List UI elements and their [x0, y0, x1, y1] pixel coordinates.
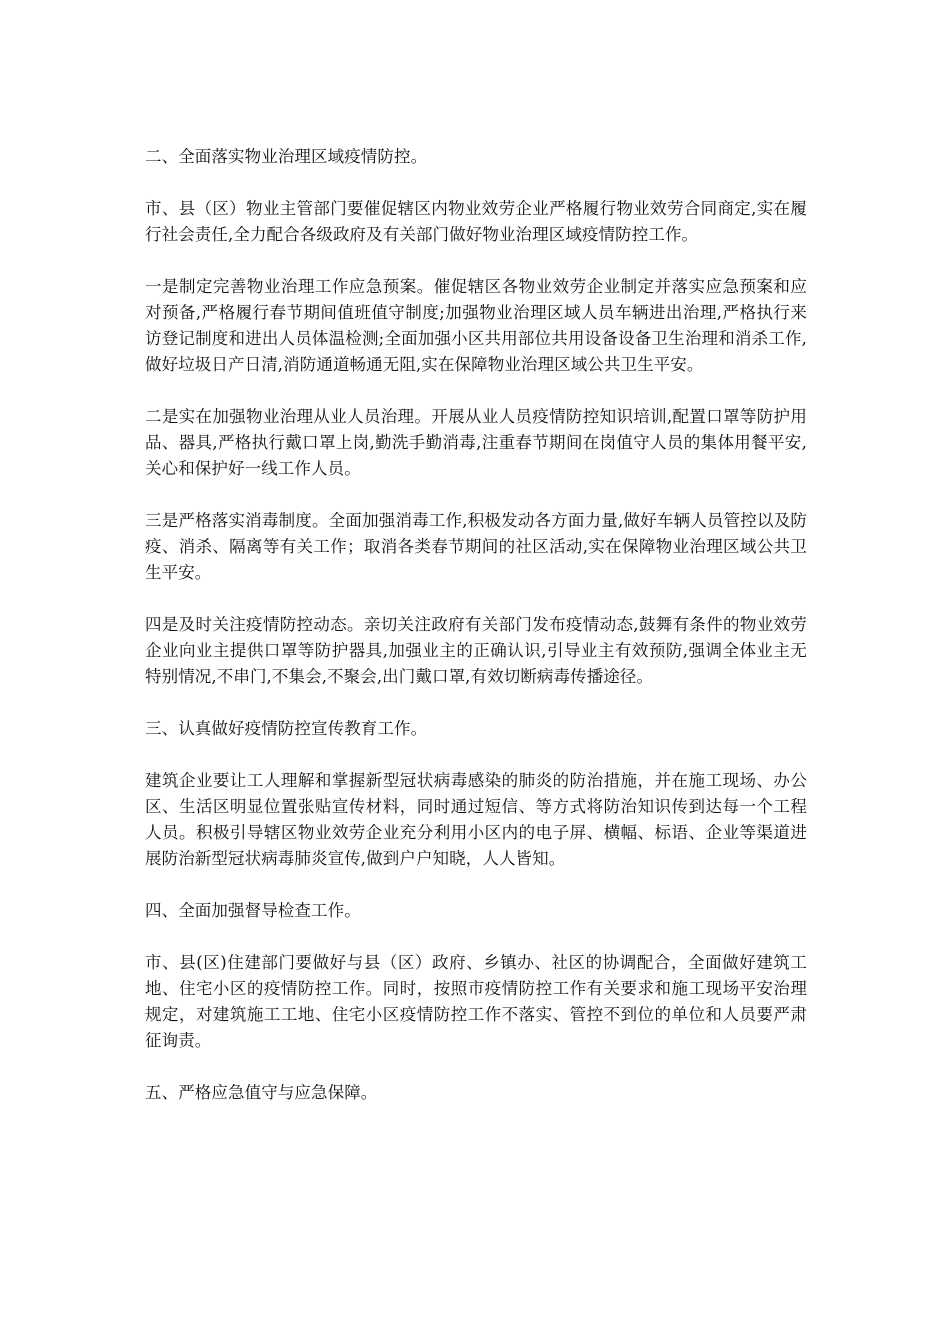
paragraph-supervision-inspection: 市、县(区)住建部门要做好与县（区）政府、乡镇办、社区的协调配合，全面做好建筑工地、住宅小区的疫情防控工作。同时，按照市疫情防控工作有关要求和施工现场平安治理规定，对建筑施工工地、住宅小区疫情防控工作不落实、管控不到位的单位和人员要严肃征询责。 [145, 953, 807, 1050]
paragraph-staff-management: 二是实在加强物业治理从业人员治理。开展从业人员疫情防控知识培训,配置口罩等防护用品、器具,严格执行戴口罩上岗,勤洗手勤消毒,注重春节期间在岗值守人员的集体用餐平安,关心和保护好一线工作人员。 [145, 407, 807, 478]
paragraph-publicity-education: 建筑企业要让工人理解和掌握新型冠状病毒感染的肺炎的防治措施，并在施工现场、办公区、生活区明显位置张贴宣传材料，同时通过短信、等方式将防治知识传到达每一个工程人员。积极引导辖区物业效劳企业充分利用小区内的电子屏、横幅、标语、企业等渠道进展防治新型冠状病毒肺炎宣传,做到户户知晓，人人皆知。 [145, 771, 807, 868]
paragraph-epidemic-dynamics: 四是及时关注疫情防控动态。亲切关注政府有关部门发布疫情动态,鼓舞有条件的物业效劳企业向业主提供口罩等防护器具,加强业主的正确认识,引导业主有效预防,强调全体业主无特别情况,不串门,不集会,不聚会,出门戴口罩,有效切断病毒传播途径。 [145, 615, 807, 686]
section-heading-3: 三、认真做好疫情防控宣传教育工作。 [145, 719, 428, 738]
document-body [145, 144, 807, 1132]
paragraph-emergency-plan: 一是制定完善物业治理工作应急预案。催促辖区各物业效劳企业制定并落实应急预案和应对预备,严格履行春节期间值班值守制度;加强物业治理区域人员车辆进出治理,严格执行来访登记制度和进出人员体温检测;全面加强小区共用部位共用设备设备卫生治理和消杀工作,做好垃圾日产日清,消防通道畅通无阻,实在保障物业治理区域公共卫生平安。 [145, 277, 807, 374]
paragraph-disinfection: 三是严格落实消毒制度。全面加强消毒工作,积极发动各方面力量,做好车辆人员管控以及防疫、消杀、隔离等有关工作；取消各类春节期间的社区活动,实在保障物业治理区域公共卫生平安。 [145, 511, 807, 582]
section-heading-2: 二、全面落实物业治理区域疫情防控。 [145, 147, 428, 166]
paragraph-property-management-duty: 市、县（区）物业主管部门要催促辖区内物业效劳企业严格履行物业效劳合同商定,实在履行社会责任,全力配合各级政府及有关部门做好物业治理区域疫情防控工作。 [145, 199, 807, 244]
section-heading-4: 四、全面加强督导检查工作。 [145, 901, 361, 920]
section-heading-5: 五、严格应急值守与应急保障。 [145, 1083, 378, 1102]
